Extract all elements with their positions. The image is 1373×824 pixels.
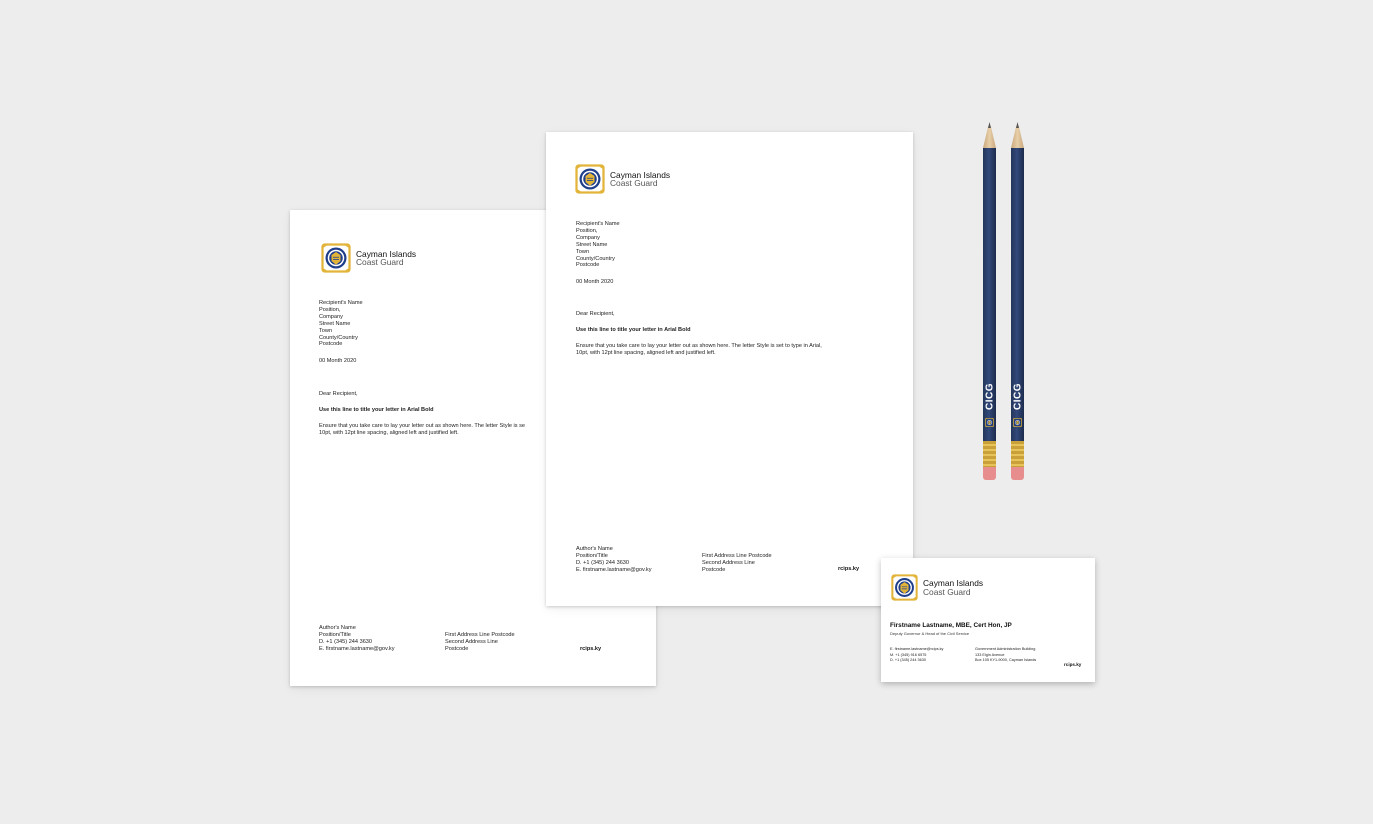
letter-title-line: Use this line to title your letter in Arial Bold bbox=[576, 327, 691, 333]
pencil-label: CICG bbox=[984, 383, 996, 410]
office-address: First Address Line Postcode Second Address Line Postcode bbox=[702, 553, 772, 573]
brand-name-line2: Coast Guard bbox=[610, 178, 658, 188]
letter-date: 00 Month 2020 bbox=[576, 279, 614, 285]
letter-title-line: Use this line to title your letter in Arial Bold bbox=[319, 407, 434, 413]
brand-lockup bbox=[321, 243, 416, 273]
letter-salutation: Dear Recipient, bbox=[576, 311, 615, 317]
letter-body-line: 10pt, with 12pt line spacing, aligned left and justified left. bbox=[576, 350, 716, 356]
coast-guard-emblem-icon bbox=[575, 164, 605, 194]
brand-name-line2: Coast Guard bbox=[356, 257, 404, 267]
letter-salutation: Dear Recipient, bbox=[319, 391, 358, 397]
card-address: Government Administration Building 133 Elgin Avenue Box 105 KY1-9000, Cayman Islands bbox=[975, 647, 1037, 663]
letter-date: 00 Month 2020 bbox=[319, 358, 357, 364]
coast-guard-emblem-icon bbox=[891, 574, 918, 601]
brand-name-line1: Cayman Islands bbox=[923, 578, 984, 589]
coast-guard-emblem-icon bbox=[1013, 418, 1022, 427]
recipient-address: Recipient's Name Position, Company Street Name Town County/Country Postcode bbox=[576, 221, 620, 269]
author-details: Author's Name Position/Title D. +1 (345) 244 3630 E. firstname.lastname@gov.ky bbox=[576, 546, 652, 573]
brand-lockup bbox=[891, 574, 983, 601]
website-label: rcips.ky bbox=[838, 566, 860, 572]
business-card bbox=[881, 558, 1095, 682]
card-holder-role: Deputy Governor & Head of the Civil Service bbox=[890, 631, 970, 636]
card-contacts: E. firstname.lastname@rcips.ky M. +1 (345) 916 6575 D. +1 (345) 244 3630 bbox=[890, 647, 944, 663]
website-label: rcips.ky bbox=[580, 646, 602, 652]
office-address: First Address Line Postcode Second Address Line Postcode bbox=[445, 632, 515, 652]
letter-body-line: Ensure that you take care to lay your letter out as shown here. The letter Style is se bbox=[319, 423, 526, 429]
letter-body-line: 10pt, with 12pt line spacing, aligned left and justified left. bbox=[319, 430, 459, 436]
coast-guard-emblem-icon bbox=[985, 418, 994, 427]
brand-name-line1: Cayman Islands bbox=[356, 248, 417, 259]
recipient-address: Recipient's Name Position, Company Street Name Town County/Country Postcode bbox=[319, 300, 363, 348]
card-holder-name: Firstname Lastname, MBE, Cert Hon, JP bbox=[890, 622, 1012, 629]
brand-name-line1: Cayman Islands bbox=[610, 169, 671, 180]
author-details: Author's Name Position/Title D. +1 (345) 244 3630 E. firstname.lastname@gov.ky bbox=[319, 625, 395, 652]
branded-pencil bbox=[1011, 122, 1024, 482]
card-website: rcips.ky bbox=[1064, 662, 1082, 667]
coast-guard-emblem-icon bbox=[321, 243, 351, 273]
brand-lockup bbox=[575, 164, 670, 194]
branded-pencil bbox=[983, 122, 996, 482]
pencil-label: CICG bbox=[1012, 383, 1024, 410]
letter-body-line: Ensure that you take care to lay your letter out as shown here. The letter Style is set to type in Arial, bbox=[576, 343, 822, 349]
letterhead-front bbox=[546, 132, 913, 606]
brand-name-line2: Coast Guard bbox=[923, 586, 971, 597]
